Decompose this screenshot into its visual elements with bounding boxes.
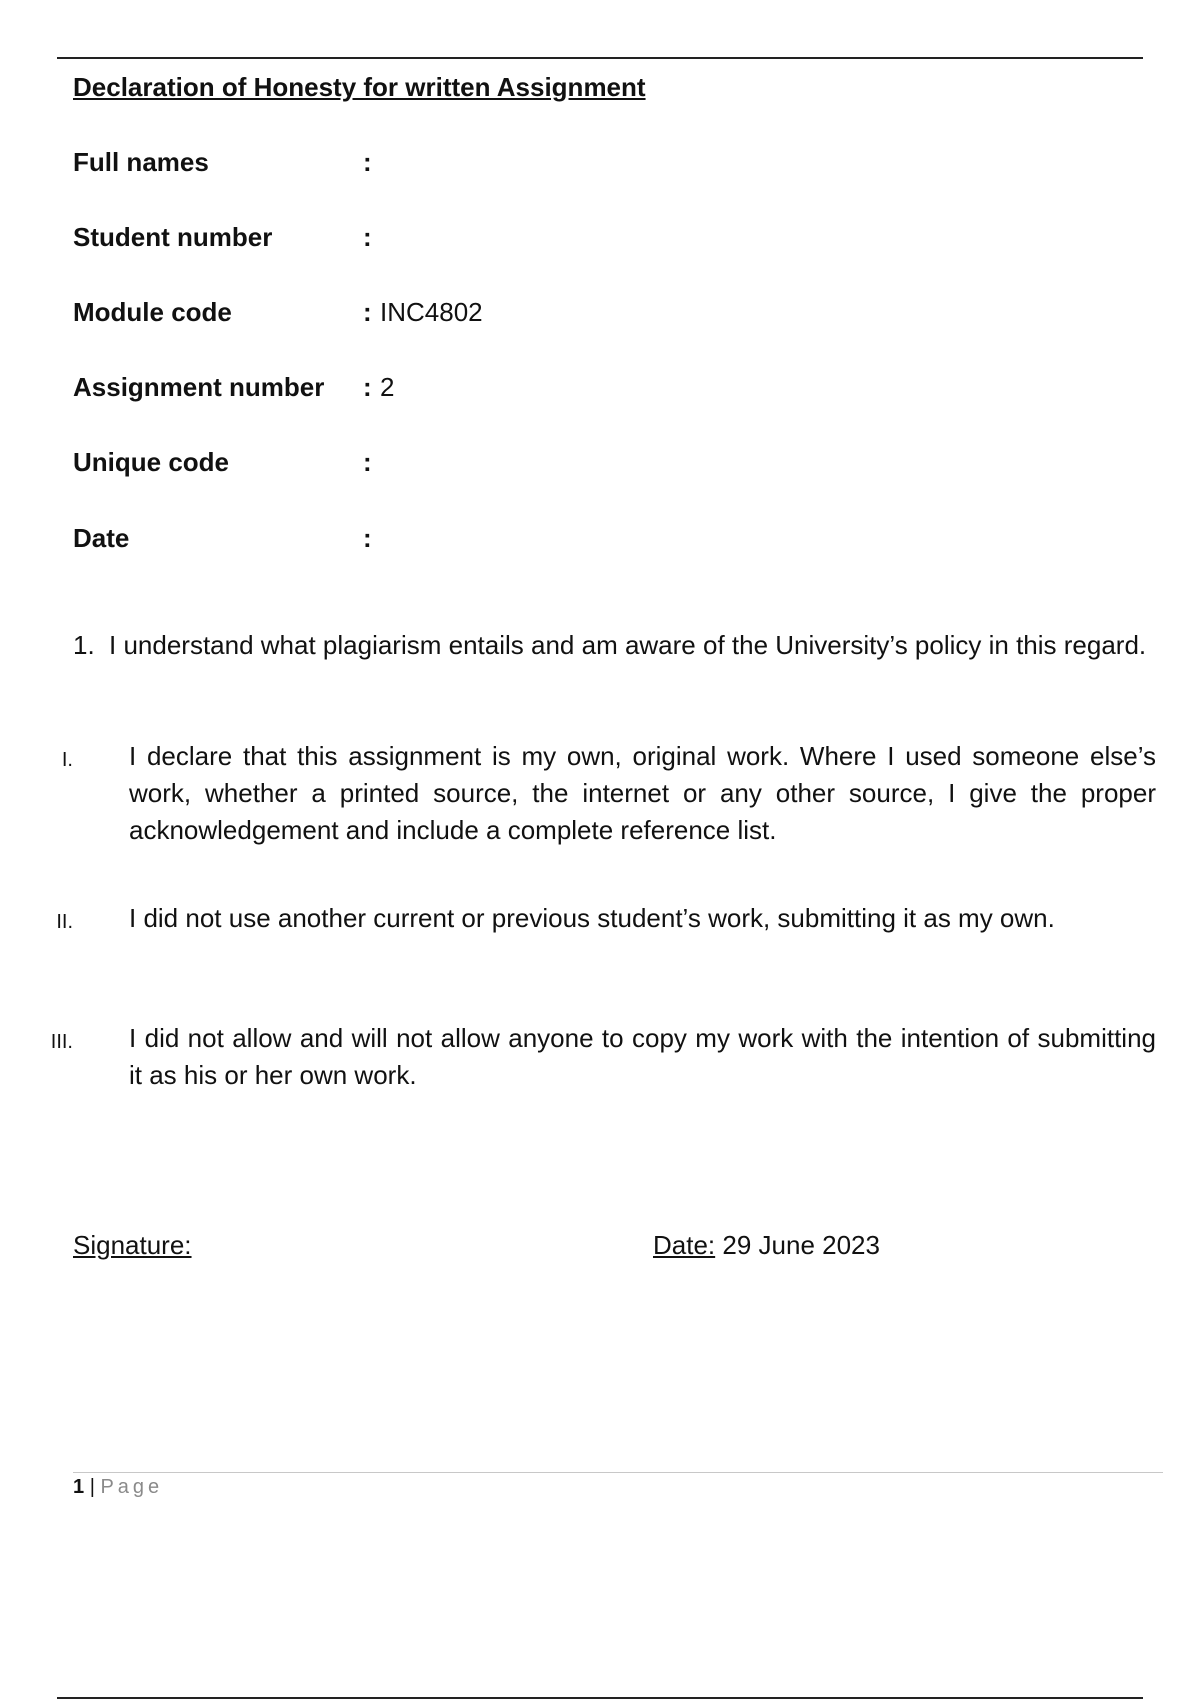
bottom-rule (57, 1697, 1143, 1699)
page-title: Declaration of Honesty for written Assignment (73, 72, 646, 102)
signature-label: Signature: (73, 1230, 192, 1260)
declaration-text: I did not use another current or previous student’s work, submitting it as my own. (129, 903, 1055, 933)
field-colon: : (363, 147, 372, 177)
field-label: Module code (73, 297, 232, 327)
field-colon: : (363, 523, 372, 553)
field-label: Full names (73, 147, 209, 177)
page-number: 1 (73, 1476, 85, 1498)
field-value: 2 (380, 372, 395, 402)
footer-separator: | (89, 1476, 95, 1498)
footer-page-label: Page (100, 1476, 164, 1498)
intro-statement (73, 627, 1156, 664)
declaration-numeral: I. (61, 749, 73, 771)
field-colon: : (363, 447, 372, 477)
signature-date-label: Date: (653, 1230, 716, 1260)
footer-rule (73, 1472, 1163, 1473)
field-label: Student number (73, 222, 273, 252)
declaration-numeral: III. (50, 1031, 73, 1053)
field-colon: : (363, 222, 372, 252)
signature-date-value: 29 June 2023 (722, 1230, 880, 1260)
declaration-text: I declare that this assignment is my own, original work. Where I used someone else’s work, whether a printed source, the internet or any other source, I give the proper acknowledgement and include a complete reference list. (129, 741, 1156, 845)
signature-date (653, 1230, 880, 1261)
intro-text: I understand what plagiarism entails and am aware of the University’s policy in this regard. (109, 630, 1147, 660)
signature-line (73, 1230, 192, 1261)
page-footer (73, 1476, 163, 1499)
top-rule (57, 57, 1143, 59)
field-label: Unique code (73, 447, 230, 477)
field-label: Assignment number (73, 372, 325, 402)
field-colon: : (363, 372, 372, 402)
field-colon: : (363, 297, 372, 327)
field-value: INC4802 (380, 297, 483, 327)
field-label: Date (73, 523, 130, 553)
list-number: 1. (73, 630, 95, 660)
declaration-numeral: II. (56, 911, 73, 933)
declaration-text: I did not allow and will not allow anyone to copy my work with the intention of submitting it as his or her own work. (129, 1023, 1156, 1090)
declaration-item (40, 900, 1156, 937)
declaration-item (40, 738, 1156, 849)
declaration-item (40, 1020, 1156, 1094)
